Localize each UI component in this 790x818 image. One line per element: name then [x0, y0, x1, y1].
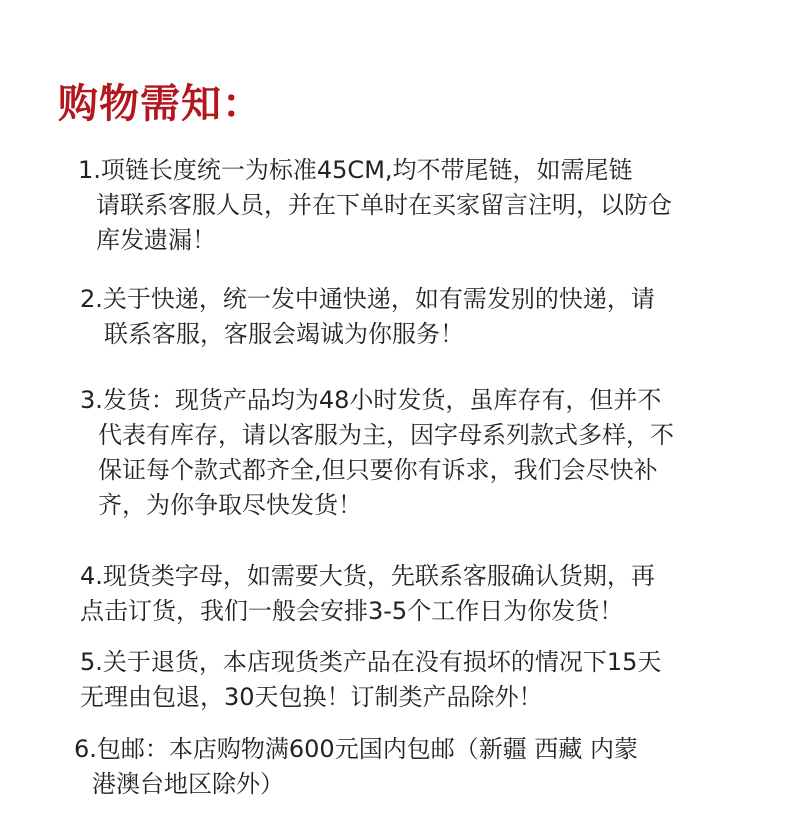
note-1-line-3: 库发遗漏！: [96, 226, 216, 254]
note-6-line-1: 6.包邮：本店购物满600元国内包邮（新疆 西藏 内蒙: [74, 735, 638, 763]
note-1-line-1: 1.项链长度统一为标准45CM,均不带尾链，如需尾链: [78, 156, 633, 184]
note-5-line-2: 无理由包退，30天包换！订制类产品除外！: [80, 683, 543, 711]
note-3-line-2: 代表有库存，请以客服为主，因字母系列款式多样，不: [98, 421, 674, 449]
note-3-line-1: 3.发货：现货产品均为48小时发货，虽库存有，但并不: [80, 386, 662, 414]
note-3-line-4: 齐，为你争取尽快发货！: [98, 491, 362, 519]
page-title: 购物需知：: [58, 81, 263, 127]
note-4-line-2: 点击订货，我们一般会安排3-5个工作日为你发货！: [80, 597, 624, 625]
note-1-line-2: 请联系客服人员，并在下单时在买家留言注明，以防仓: [96, 191, 672, 219]
note-2-line-2: 联系客服，客服会竭诚为你服务！: [104, 320, 464, 348]
note-6-line-2: 港澳台地区除外）: [92, 770, 284, 798]
note-2-line-1: 2.关于快递，统一发中通快递，如有需发别的快递，请: [80, 285, 655, 313]
note-4-line-1: 4.现货类字母，如需要大货，先联系客服确认货期，再: [80, 562, 655, 590]
note-3-line-3: 保证每个款式都齐全,但只要你有诉求，我们会尽快补: [98, 456, 658, 484]
note-5-line-1: 5.关于退货，本店现货类产品在没有损坏的情况下15天: [80, 648, 662, 676]
